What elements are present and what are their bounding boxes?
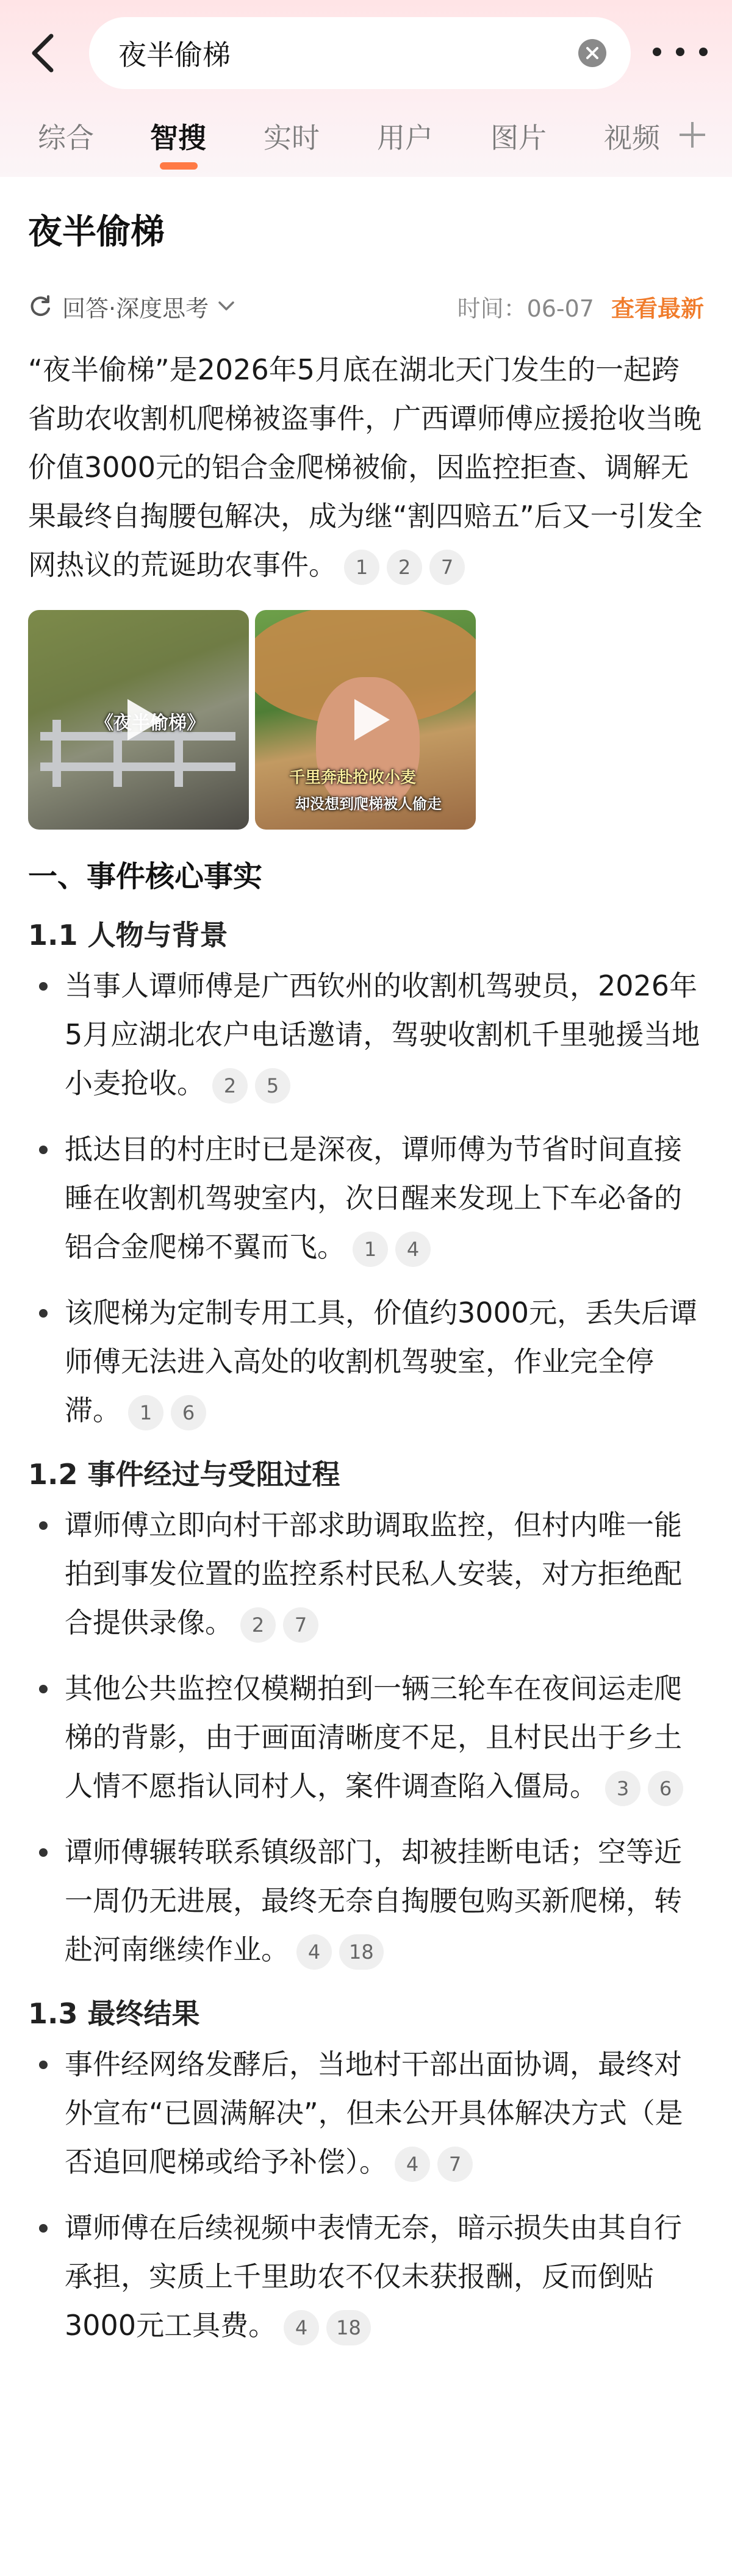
video-thumbnail-1[interactable] [28,610,249,830]
video-thumbnail-2[interactable] [255,610,476,830]
list-item-text: 抵达目的村庄时已是深夜，谭师傅为节省时间直接睡在收割机驾驶室内，次日醒来发现上下车必备的铝合金爬梯不翼而飞。 [65,1133,682,1263]
more-dot-icon [676,48,684,56]
list-item [28,961,704,1108]
tab-smart-search[interactable]: 智搜 [150,121,206,154]
play-icon [354,699,390,741]
view-latest-link[interactable]: 查看最新 [611,295,704,322]
list-item-text: 谭师傅辗转联系镇级部门，却被挂断电话；空等近一周仍无进展，最终无奈自掏腰包购买新爬梯，转赴河南继续作业。 [65,1835,682,1966]
clear-search-button[interactable] [578,39,606,67]
top-bar [0,0,732,177]
video-caption: 《夜半偷梯》 [95,712,205,734]
citation-badge[interactable]: 2 [387,550,422,585]
answer-content [0,177,732,2367]
citation-badge[interactable]: 4 [395,2147,430,2182]
more-dot-icon [699,48,708,56]
video-thumbnails [28,610,704,830]
list-item [28,1288,704,1435]
list-item-text: 事件经网络发酵后，当地村干部出面协调，最终对外宣布“已圆满解决”，但未公开具体解决方式（是否追回爬梯或给予补偿）。 [65,2048,683,2178]
video-caption-line1: 千里奔赴抢收小麦 [289,769,417,787]
search-input[interactable] [89,17,631,89]
intro-paragraph [28,345,704,589]
citation-badge[interactable]: 2 [240,1607,276,1643]
tab-images[interactable]: 图片 [490,121,547,154]
refresh-icon [28,294,52,318]
citation-badge[interactable]: 1 [353,1232,388,1267]
tab-users[interactable]: 用户 [377,121,433,154]
bullet-list [28,961,704,1435]
face-illustration [316,677,420,811]
more-options-button[interactable] [653,37,708,67]
list-item-text: 谭师傅在后续视频中表情无奈，暗示损失由其自行承担，实质上千里助农不仅未获报酬，反而倒贴3000元工具费。 [65,2211,682,2342]
citation-badge[interactable]: 5 [255,1068,290,1103]
subsection-heading: 1.3 最终结果 [28,1997,200,2030]
tab-general[interactable]: 综合 [38,121,94,154]
list-item-text: 其他公共监控仅模糊拍到一辆三轮车在夜间运走爬梯的背影，由于画面清晰度不足，且村民出于乡土人情不愿指认同村人，案件调查陷入僵局。 [65,1672,682,1803]
citation-badge[interactable]: 6 [171,1395,206,1430]
citation-badge[interactable]: 7 [437,2147,473,2182]
meta-right [458,288,704,325]
list-item [28,1664,704,1810]
active-tab-indicator [160,162,198,170]
subsection-heading: 1.1 人物与背景 [28,919,228,952]
tab-videos[interactable]: 视频 [604,121,660,154]
citation-badge[interactable]: 7 [429,550,465,585]
section-heading: 一、事件核心事实 [28,859,263,894]
back-button[interactable] [24,26,61,81]
citation-badge[interactable]: 6 [648,1771,683,1806]
list-item [28,2040,704,2186]
tab-realtime[interactable]: 实时 [264,121,320,154]
citation-badge[interactable]: 2 [212,1068,248,1103]
citation-badge[interactable]: 3 [605,1771,640,1806]
list-item [28,1501,704,1647]
video-caption-line2: 却没想到爬梯被人偷走 [295,795,442,813]
bullet-list [28,2040,704,2350]
answer-mode-selector[interactable] [28,288,235,325]
search-query: 夜半偷梯 [118,38,231,71]
list-item-text: 谭师傅立即向村干部求助调取监控，但村内唯一能拍到事发位置的监控系村民私人安装，对方拒绝配合提供录像。 [65,1509,682,1639]
citation-badge[interactable]: 18 [339,1934,384,1970]
list-item [28,2203,704,2350]
answer-time: 时间：06-07 [457,295,594,322]
list-item-text: 该爬梯为定制专用工具，价值约3000元，丢失后谭师傅无法进入高处的收割机驾驶室，作业完全停滞。 [65,1296,698,1427]
citation-badge[interactable]: 1 [344,550,379,585]
citation-badge[interactable]: 7 [283,1607,318,1643]
play-icon [127,699,163,741]
citation-badge[interactable]: 4 [296,1934,332,1970]
list-item-text: 当事人谭师傅是广西钦州的收割机驾驶员，2026年5月应湖北农户电话邀请，驾驶收割机千里驰援当地小麦抢收。 [65,969,700,1100]
answer-mode-label: 回答·深度思考 [62,295,209,322]
answer-meta-row [28,288,704,325]
citation-badge[interactable]: 18 [326,2310,371,2345]
list-item [28,1125,704,1271]
add-tab-icon[interactable] [677,120,708,150]
subsection-heading: 1.2 事件经过与受阻过程 [28,1458,340,1491]
page-title: 夜半偷梯 [28,212,165,252]
chevron-down-icon [217,300,235,312]
citation-badge[interactable]: 1 [128,1395,163,1430]
citation-badge[interactable]: 4 [395,1232,431,1267]
intro-text: “夜半偷梯”是2026年5月底在湖北天门发生的一起跨省助农收割机爬梯被盗事件，广西谭师傅应援抢收当晚价值3000元的铝合金爬梯被偷，因监控拒查、调解无果最终自掏腰包解决，成为继“割四赔五”后又一引发全网热议的荒诞助农事件。 [28,353,703,581]
chevron-left-icon [30,34,55,73]
citation-badge[interactable]: 4 [284,2310,319,2345]
list-item [28,1828,704,1974]
more-dot-icon [653,48,661,56]
close-icon [586,46,599,60]
bullet-list [28,1501,704,1974]
tab-bar [0,107,732,174]
